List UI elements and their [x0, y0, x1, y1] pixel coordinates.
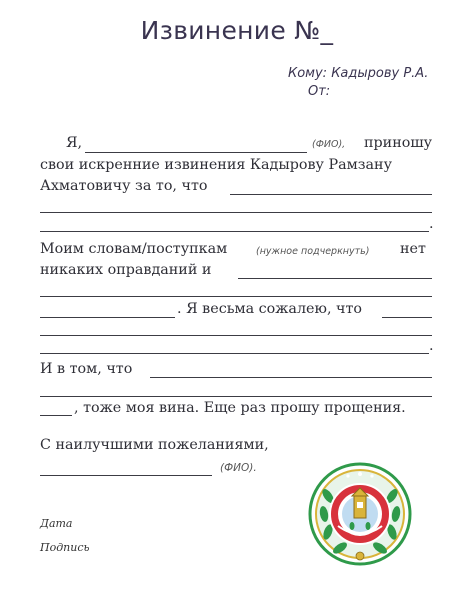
- name-line: [85, 152, 307, 153]
- text-line2: свои искренние извинения Кадырову Рамзану: [40, 157, 392, 173]
- fill-line: [40, 353, 429, 354]
- fill-line: [40, 335, 432, 336]
- text-dot: .: [429, 216, 434, 232]
- closing-fio: (ФИО).: [220, 462, 257, 474]
- fill-line: [40, 317, 175, 318]
- footer-signature: Подпись: [40, 541, 90, 554]
- underline-hint: (нужное подчеркнуть): [256, 246, 370, 257]
- closing-wishes: С наилучшими пожеланиями,: [40, 437, 269, 453]
- fill-line: [40, 212, 432, 213]
- text-i-v-tom: И в том, что: [40, 361, 133, 377]
- text-moim: Моим словам/поступкам: [40, 241, 228, 257]
- text-sozhaleyu: . Я весьма сожалею, что: [177, 301, 363, 317]
- label-ya: Я,: [66, 135, 83, 151]
- signature-name-line: [40, 475, 212, 476]
- fill-line: [150, 377, 432, 378]
- recipient-to: Кому: Кадырову Р.А.: [288, 66, 429, 81]
- form-title: Извинение №_: [140, 16, 334, 45]
- text-dot: .: [429, 338, 434, 354]
- fill-line: [238, 278, 432, 279]
- text-net: нет: [400, 241, 426, 257]
- text-opravdaniy: никаких оправданий и: [40, 262, 212, 278]
- footer-date: Дата: [40, 517, 73, 530]
- chechen-republic-emblem-icon: [308, 462, 412, 566]
- fill-line: [40, 396, 432, 397]
- fill-line: [382, 317, 432, 318]
- text-prinoshu: приношу: [364, 135, 433, 151]
- fill-line: [230, 194, 432, 195]
- fill-line: [40, 415, 72, 416]
- recipient-from: От:: [308, 84, 331, 99]
- fill-line: [40, 296, 432, 297]
- text-line3: Ахматовичу за то, что: [40, 178, 208, 194]
- fill-line: [40, 231, 429, 232]
- fio-hint: (ФИО),: [312, 139, 346, 150]
- text-tozhe: , тоже моя вина. Еще раз прошу прощения.: [74, 400, 406, 416]
